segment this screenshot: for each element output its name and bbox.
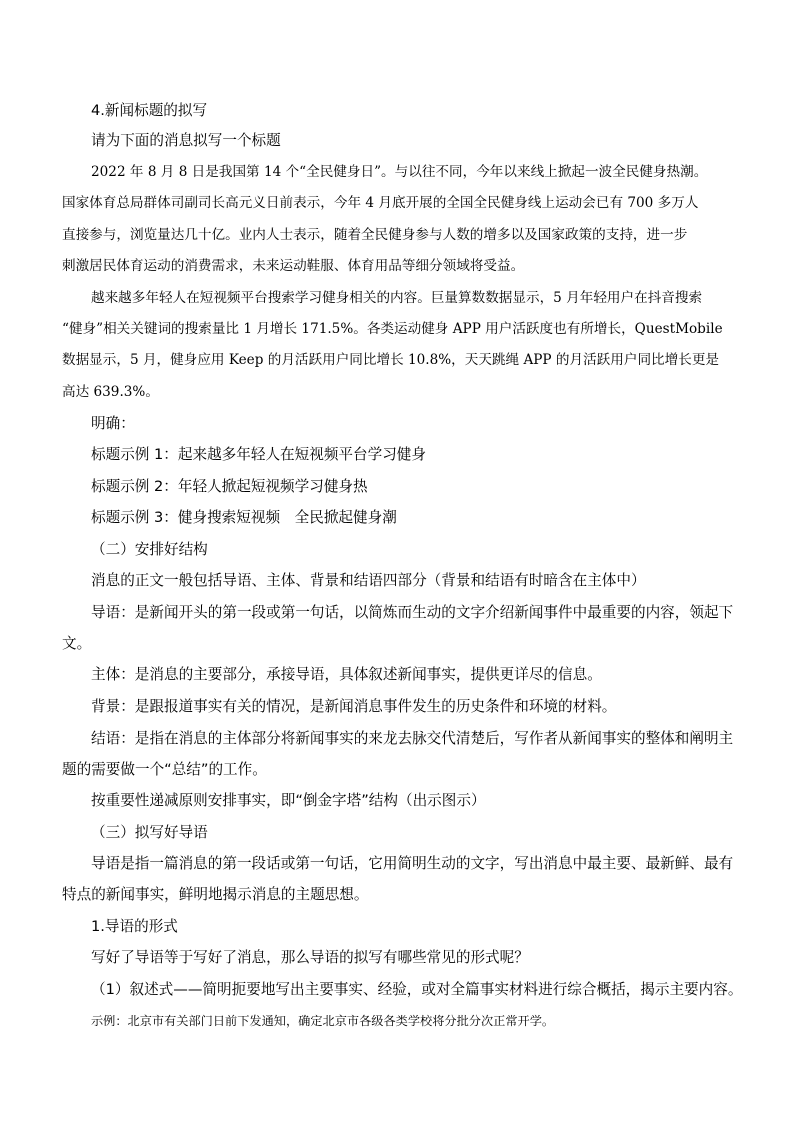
news-line-5: 越来越多年轻人在短视频平台搜索学习健身相关的内容。巨量算数数据显示，5 月年轻用户在抖音搜索 (91, 290, 703, 306)
forms-question: 写好了导语等于写好了消息，那么导语的拟写有哪些常见的形式呢？ (91, 949, 529, 966)
lead-intro-line-1: 导语是指一篇消息的第一段话或第一句话，它用简明生动的文字，写出消息中最主要、最新鲜、最有 (91, 855, 734, 872)
prompt-text: 请为下面的消息拟写一个标题 (91, 132, 281, 149)
heading-news-title: 4.新闻标题的拟写 (91, 102, 208, 119)
news-line-3: 直接参与，浏览量达几十亿。业内人士表示，随着全民健身参与人数的增多以及国家政策的支持，进一步 (62, 227, 688, 243)
news-line-4: 刺激居民体育运动的消费需求，未来运动鞋服、体育用品等细分领域将受益。 (62, 258, 525, 274)
section-two-heading: （二）安排好结构 (91, 541, 208, 558)
title-example-2: 标题示例 2：年轻人掀起短视频学习健身热 (91, 478, 368, 495)
section-three-heading: （三）拟写好导语 (91, 824, 208, 841)
news-line-8: 高达 639.3%。 (62, 384, 159, 400)
background-definition: 背景：是跟报道事实有关的情况，是新闻消息事件发生的历史条件和环境的材料。 (91, 698, 617, 715)
news-line-6: “健身”相关关键词的搜索量比 1 月增长 171.5%。各类运动健身 APP 用户活跃度也有所增长，QuestMobile (62, 321, 723, 337)
title-example-1: 标题示例 1：起来越多年轻人在短视频平台学习健身 (91, 446, 426, 463)
news-line-7: 数据显示，5 月，健身应用 Keep 的月活跃用户同比增长 10.8%，天天跳绳 APP 的月活跃用户同比增长更是 (62, 352, 720, 368)
lead-intro-line-2: 特点的新闻事实，鲜明地揭示消息的主题思想。 (62, 886, 369, 903)
ending-definition-line-2: 题的需要做一个“总结”的工作。 (62, 761, 267, 778)
form-one-example: 示例：北京市有关部门日前下发通知，确定北京市各级各类学校将分批分次正常开学。 (91, 1014, 555, 1028)
ending-definition-line-1: 结语：是指在消息的主体部分将新闻事实的来龙去脉交代清楚后，写作者从新闻事实的整体和阐明主 (91, 730, 734, 747)
lead-definition-line-2: 文。 (62, 635, 92, 652)
structure-intro: 消息的正文一般包括导语、主体、背景和结语四部分（背景和结语有时暗含在主体中） (91, 572, 646, 589)
forms-heading: 1.导语的形式 (91, 918, 178, 935)
answer-label: 明确： (91, 415, 135, 432)
pyramid-structure: 按重要性递减原则安排事实，即“倒金字塔”结构（出示图示） (91, 792, 486, 809)
news-line-2: 国家体育总局群体司副司长高元义日前表示，今年 4 月底开展的全国全民健身线上运动会已有 700 多万人 (62, 195, 699, 211)
news-line-1: 2022 年 8 月 8 日是我国第 14 个“全民健身日”。与以往不同，今年以来线上掀起一波全民健身热潮。 (91, 164, 708, 180)
form-one-narrative: （1）叙述式——简明扼要地写出主要事实、经验，或对全篇事实材料进行综合概括，揭示主要内容。 (91, 981, 743, 998)
body-definition: 主体：是消息的主要部分，承接导语，具体叙述新闻事实，提供更详尽的信息。 (91, 666, 602, 683)
title-example-3: 标题示例 3：健身搜索短视频 全民掀起健身潮 (91, 509, 397, 526)
lead-definition-line-1: 导语：是新闻开头的第一段或第一句话，以简炼而生动的文字介绍新闻事件中最重要的内容，领起下 (91, 604, 734, 621)
